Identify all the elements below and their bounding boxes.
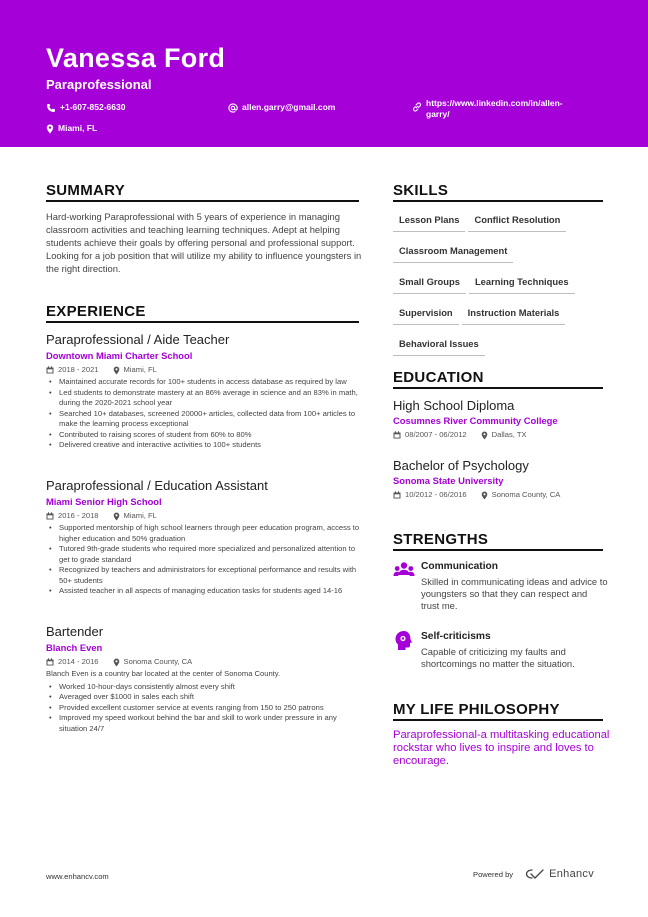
bullet-item: • Delivered creative and interactive activities to 100+ students	[46, 440, 362, 451]
job-title: Bartender	[46, 624, 104, 639]
strength-description: Skilled in communicating ideas and advice to youngsters so that they can respect and trust me.	[421, 576, 608, 611]
location-pin-icon	[113, 512, 120, 521]
email-text: allen.garry@gmail.com	[242, 102, 336, 112]
calendar-icon	[393, 491, 401, 499]
job-dates: 2014 - 2016	[58, 657, 99, 666]
skill-tag: Classroom Management	[393, 241, 513, 263]
location-pin-icon	[46, 124, 54, 134]
skill-tag: Learning Techniques	[469, 272, 575, 294]
calendar-icon	[46, 658, 54, 666]
summary-divider	[46, 200, 359, 202]
footer-website[interactable]: www.enhancv.com	[46, 872, 109, 881]
bullet-item: • Supported mentorship of high school learners through peer education program, access to higher education and 50% graduation	[46, 523, 362, 544]
location-pin-icon	[113, 658, 120, 667]
enhancv-logo-icon	[525, 868, 545, 880]
strength-title: Communication	[421, 561, 498, 572]
skill-tag: Instruction Materials	[462, 303, 566, 325]
philosophy-heading: MY LIFE PHILOSOPHY	[393, 701, 560, 718]
job-company[interactable]: Downtown Miami Charter School	[46, 350, 193, 361]
job-entry	[46, 624, 362, 734]
job-bullets	[46, 682, 362, 735]
education-dates: 08/2007 - 06/2012	[405, 430, 467, 439]
contact-phone[interactable]	[46, 102, 125, 113]
job-location: Miami, FL	[123, 511, 157, 520]
school-name[interactable]: Cosumnes River Community College	[393, 415, 558, 426]
education-divider	[393, 387, 603, 389]
strengths-heading: STRENGTHS	[393, 531, 489, 548]
skills-divider	[393, 200, 603, 202]
head-brain-icon	[393, 630, 415, 652]
job-title: Paraprofessional / Education Assistant	[46, 478, 268, 493]
job-entry	[46, 478, 362, 597]
phone-text: +1-607-852-6630	[60, 102, 126, 112]
resume-header	[0, 0, 648, 147]
location-pin-icon	[481, 431, 488, 440]
education-meta	[393, 490, 608, 500]
skill-tag: Conflict Resolution	[468, 210, 566, 232]
skills-list	[393, 210, 603, 365]
bullet-item: • Improved my speed workout behind the bar and skill to work under pressure in any situation 24/7	[46, 713, 362, 734]
location-text: Miami, FL	[58, 123, 98, 133]
skills-heading: SKILLS	[393, 182, 449, 199]
bullet-item: • Assisted teacher in all aspects of managing education tasks for students aged 14-16	[46, 586, 362, 597]
strength-item	[393, 630, 608, 670]
education-meta	[393, 430, 608, 440]
powered-by-label: Powered by	[473, 869, 514, 879]
philosophy-text: Paraprofessional-a multitasking educational rockstar who lives to inspire and loves to encourage.	[393, 729, 610, 767]
bullet-item: • Provided excellent customer service at events ranging from 150 to 250 patrons	[46, 703, 362, 714]
education-dates: 10/2012 - 06/2016	[405, 490, 467, 499]
strength-item	[393, 560, 608, 612]
job-description: Blanch Even is a country bar located at the center of Sonoma County.	[46, 669, 281, 678]
job-bullets	[46, 523, 362, 597]
strengths-divider	[393, 549, 603, 551]
job-meta	[46, 511, 362, 521]
job-meta	[46, 365, 362, 375]
skill-tag: Lesson Plans	[393, 210, 465, 232]
job-entry	[46, 332, 362, 451]
job-location: Miami, FL	[123, 365, 157, 374]
experience-heading: EXPERIENCE	[46, 303, 146, 320]
job-company[interactable]: Miami Senior High School	[46, 496, 162, 507]
education-location: Sonoma County, CA	[491, 490, 561, 499]
calendar-icon	[393, 431, 401, 439]
strength-description: Capable of criticizing my faults and shortcomings no matter the situation.	[421, 646, 575, 669]
degree: Bachelor of Psychology	[393, 458, 529, 473]
bullet-item: • Averaged over $1000 in sales each shift	[46, 692, 362, 703]
bullet-item: • Led students to demonstrate mastery at an 86% average in science and an 83% in math, during the 2020-2021 school year	[46, 388, 362, 409]
bullet-item: • Worked 10-hour-days consistently almost every shift	[46, 682, 362, 693]
degree: High School Diploma	[393, 398, 515, 413]
calendar-icon	[46, 512, 54, 520]
location-pin-icon	[113, 366, 120, 375]
experience-divider	[46, 321, 359, 323]
job-dates: 2018 - 2021	[58, 365, 99, 374]
brand-name: Enhancv	[549, 868, 595, 880]
contact-location	[46, 123, 97, 134]
bullet-item: • Recognized by teachers and administrators for exceptional performance and results with 50+ students	[46, 565, 362, 586]
contact-linkedin[interactable]	[412, 98, 592, 120]
calendar-icon	[46, 366, 54, 374]
skill-tag: Small Groups	[393, 272, 466, 294]
education-entry	[393, 398, 608, 440]
people-group-icon	[393, 560, 415, 582]
education-heading: EDUCATION	[393, 369, 484, 386]
job-title: Paraprofessional / Aide Teacher	[46, 332, 230, 347]
at-sign-icon	[228, 103, 238, 113]
summary-text: Hard-working Paraprofessional with 5 years of experience in managing classroom activities and teaching learning techniques. Adept at helping students achieve their goals by offering personal and professional support. Looking for a job position that will utilize my ability to influence youngsters in the right direction.	[46, 211, 362, 274]
summary-heading: SUMMARY	[46, 182, 126, 199]
bullet-item: • Tutored 9th-grade students who required more specialized and personalized attention to get to grade standard	[46, 544, 362, 565]
link-icon	[412, 102, 422, 112]
phone-icon	[46, 103, 56, 113]
candidate-name: Vanessa Ford	[46, 43, 226, 73]
job-meta	[46, 657, 362, 667]
job-company[interactable]: Blanch Even	[46, 642, 103, 653]
philosophy-divider	[393, 719, 603, 721]
skill-tag: Behavioral Issues	[393, 334, 485, 356]
bullet-item: • Maintained accurate records for 100+ students in access database as required by law	[46, 377, 362, 388]
job-location: Sonoma County, CA	[123, 657, 193, 666]
footer-powered-by[interactable]	[473, 868, 594, 880]
education-entry	[393, 458, 608, 500]
linkedin-line-2: garry/	[426, 109, 450, 119]
contact-email[interactable]	[228, 102, 335, 113]
skill-tag: Supervision	[393, 303, 459, 325]
linkedin-line-1: https://www.linkedin.com/in/allen-	[426, 98, 563, 108]
job-bullets	[46, 377, 362, 451]
school-name[interactable]: Sonoma State University	[393, 475, 504, 486]
education-location: Dallas, TX	[491, 430, 527, 439]
strength-title: Self-criticisms	[421, 631, 491, 642]
candidate-role: Paraprofessional	[46, 77, 152, 92]
location-pin-icon	[481, 491, 488, 500]
job-dates: 2016 - 2018	[58, 511, 99, 520]
bullet-item: • Contributed to raising scores of student from 60% to 80%	[46, 430, 362, 441]
bullet-item: • Searched 10+ databases, screened 20000+ articles, collected data from 100+ articles to make the learning process exceptional	[46, 409, 362, 430]
